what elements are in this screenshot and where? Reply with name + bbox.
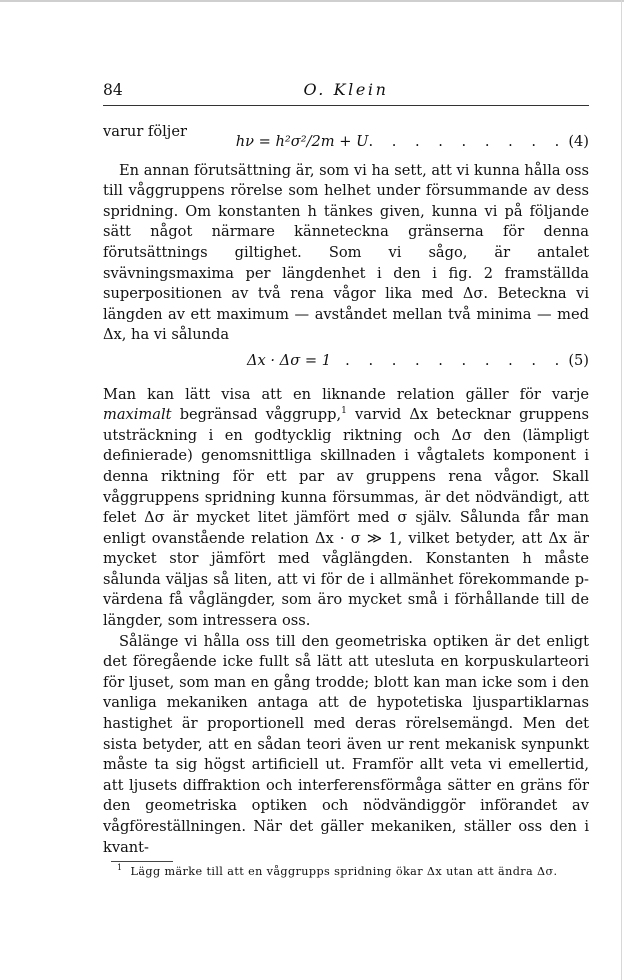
equation-5-leader-dots: . . . . . . . . . . xyxy=(345,351,567,369)
running-header xyxy=(103,80,589,102)
paragraph-1: En annan förutsättning är, som vi ha sett, att vi kunna hålla oss till våggruppens rörelse som helhet under försummande av dess spridning. Om konstanten h tänkes given, kunna vi på följande sätt något närmare känneteckna gränserna för denna förutsättnings giltighet. Som vi sågo, är antalet svävningsmaxima per längdenhet i den i fig. 2 framställda superpositionen av två rena vågor lika med Δσ. Beteckna vi längden av ett maximum — avståndet mellan två minima — med Δx, ha vi sålunda xyxy=(103,161,589,344)
paragraph-2-end: varvid Δx betecknar gruppens utsträckning i en godtycklig riktning och Δσ den (lämpligt definierade) genomsnittliga skillnaden i vågtalets komponent i denna riktning för ett par av gruppens rena vågor. Skall våggruppens spridning kunna försummas, är det nödvändigt, att felet Δσ är mycket litet jämfört med σ själv. Sålunda får man enligt ovanstående relation Δx · σ ≫ 1, vilket betyder, att Δx är mycket stor jämfört med våglängden. Konstanten h måste sålunda väljas så liten, att vi för de i allmänhet förekommande p-värdena få våglängder, som äro mycket små i förhållande till de längder, som intressera oss. xyxy=(103,406,589,630)
paragraph-3: Sålänge vi hålla oss till den geometriska optiken är det enligt det föregående icke fullt så lätt att utesluta en korpuskularteori för ljuset, som man en gång trodde; blott kan man icke som i den vanliga mekaniken antaga att de hypotetiska ljuspartiklarnas hastighet är proportionell med deras rörelsemängd. Men det sista betyder, att en sådan teori även ur rent mekanisk synpunkt måste ta sig högst artificiell ut. Framför allt veta vi emellertid, att ljusets diffraktion och interferensförmåga sätter en gräns för den geometriska optiken och nödvändiggör införandet av vågföreställningen. När det gäller mekaniken, ställer oss den i kvant- xyxy=(103,632,589,856)
equation-4-block xyxy=(103,122,589,153)
equation-4-expression: hν = h²σ²/2m + U xyxy=(235,133,369,150)
running-head-author: O. Klein xyxy=(303,80,389,99)
equation-5 xyxy=(103,351,589,372)
equation-5-expression: Δx · Δσ = 1 xyxy=(247,351,331,369)
equation-5-number: (5) xyxy=(568,351,589,369)
paragraph-2 xyxy=(103,385,589,632)
header-rule xyxy=(103,105,589,106)
lead-word: varur följer xyxy=(103,123,187,140)
footnote-marker: 1 xyxy=(117,863,123,873)
paragraph-2-emphasis: maximalt xyxy=(103,406,172,424)
footnote-reference: 1 xyxy=(341,406,347,417)
footnote-text: Lägg märke till att en våggrupps spridning ökar Δx utan att ändra Δσ. xyxy=(130,865,558,879)
paragraph-2-mid: begränsad våggrupp, xyxy=(171,406,342,424)
equation-4-leader-dots: . . . . . . . . . xyxy=(368,133,567,150)
footnote xyxy=(103,864,589,879)
equation-4 xyxy=(232,132,589,153)
book-page xyxy=(103,80,589,879)
page-top-edge xyxy=(0,0,624,2)
page-right-edge xyxy=(621,0,622,980)
equation-4-number: (4) xyxy=(568,133,589,150)
page-number: 84 xyxy=(103,81,123,99)
paragraph-2-start: Man kan lätt visa att en liknande relation gäller för varje xyxy=(103,385,589,403)
footnote-rule xyxy=(111,861,173,862)
